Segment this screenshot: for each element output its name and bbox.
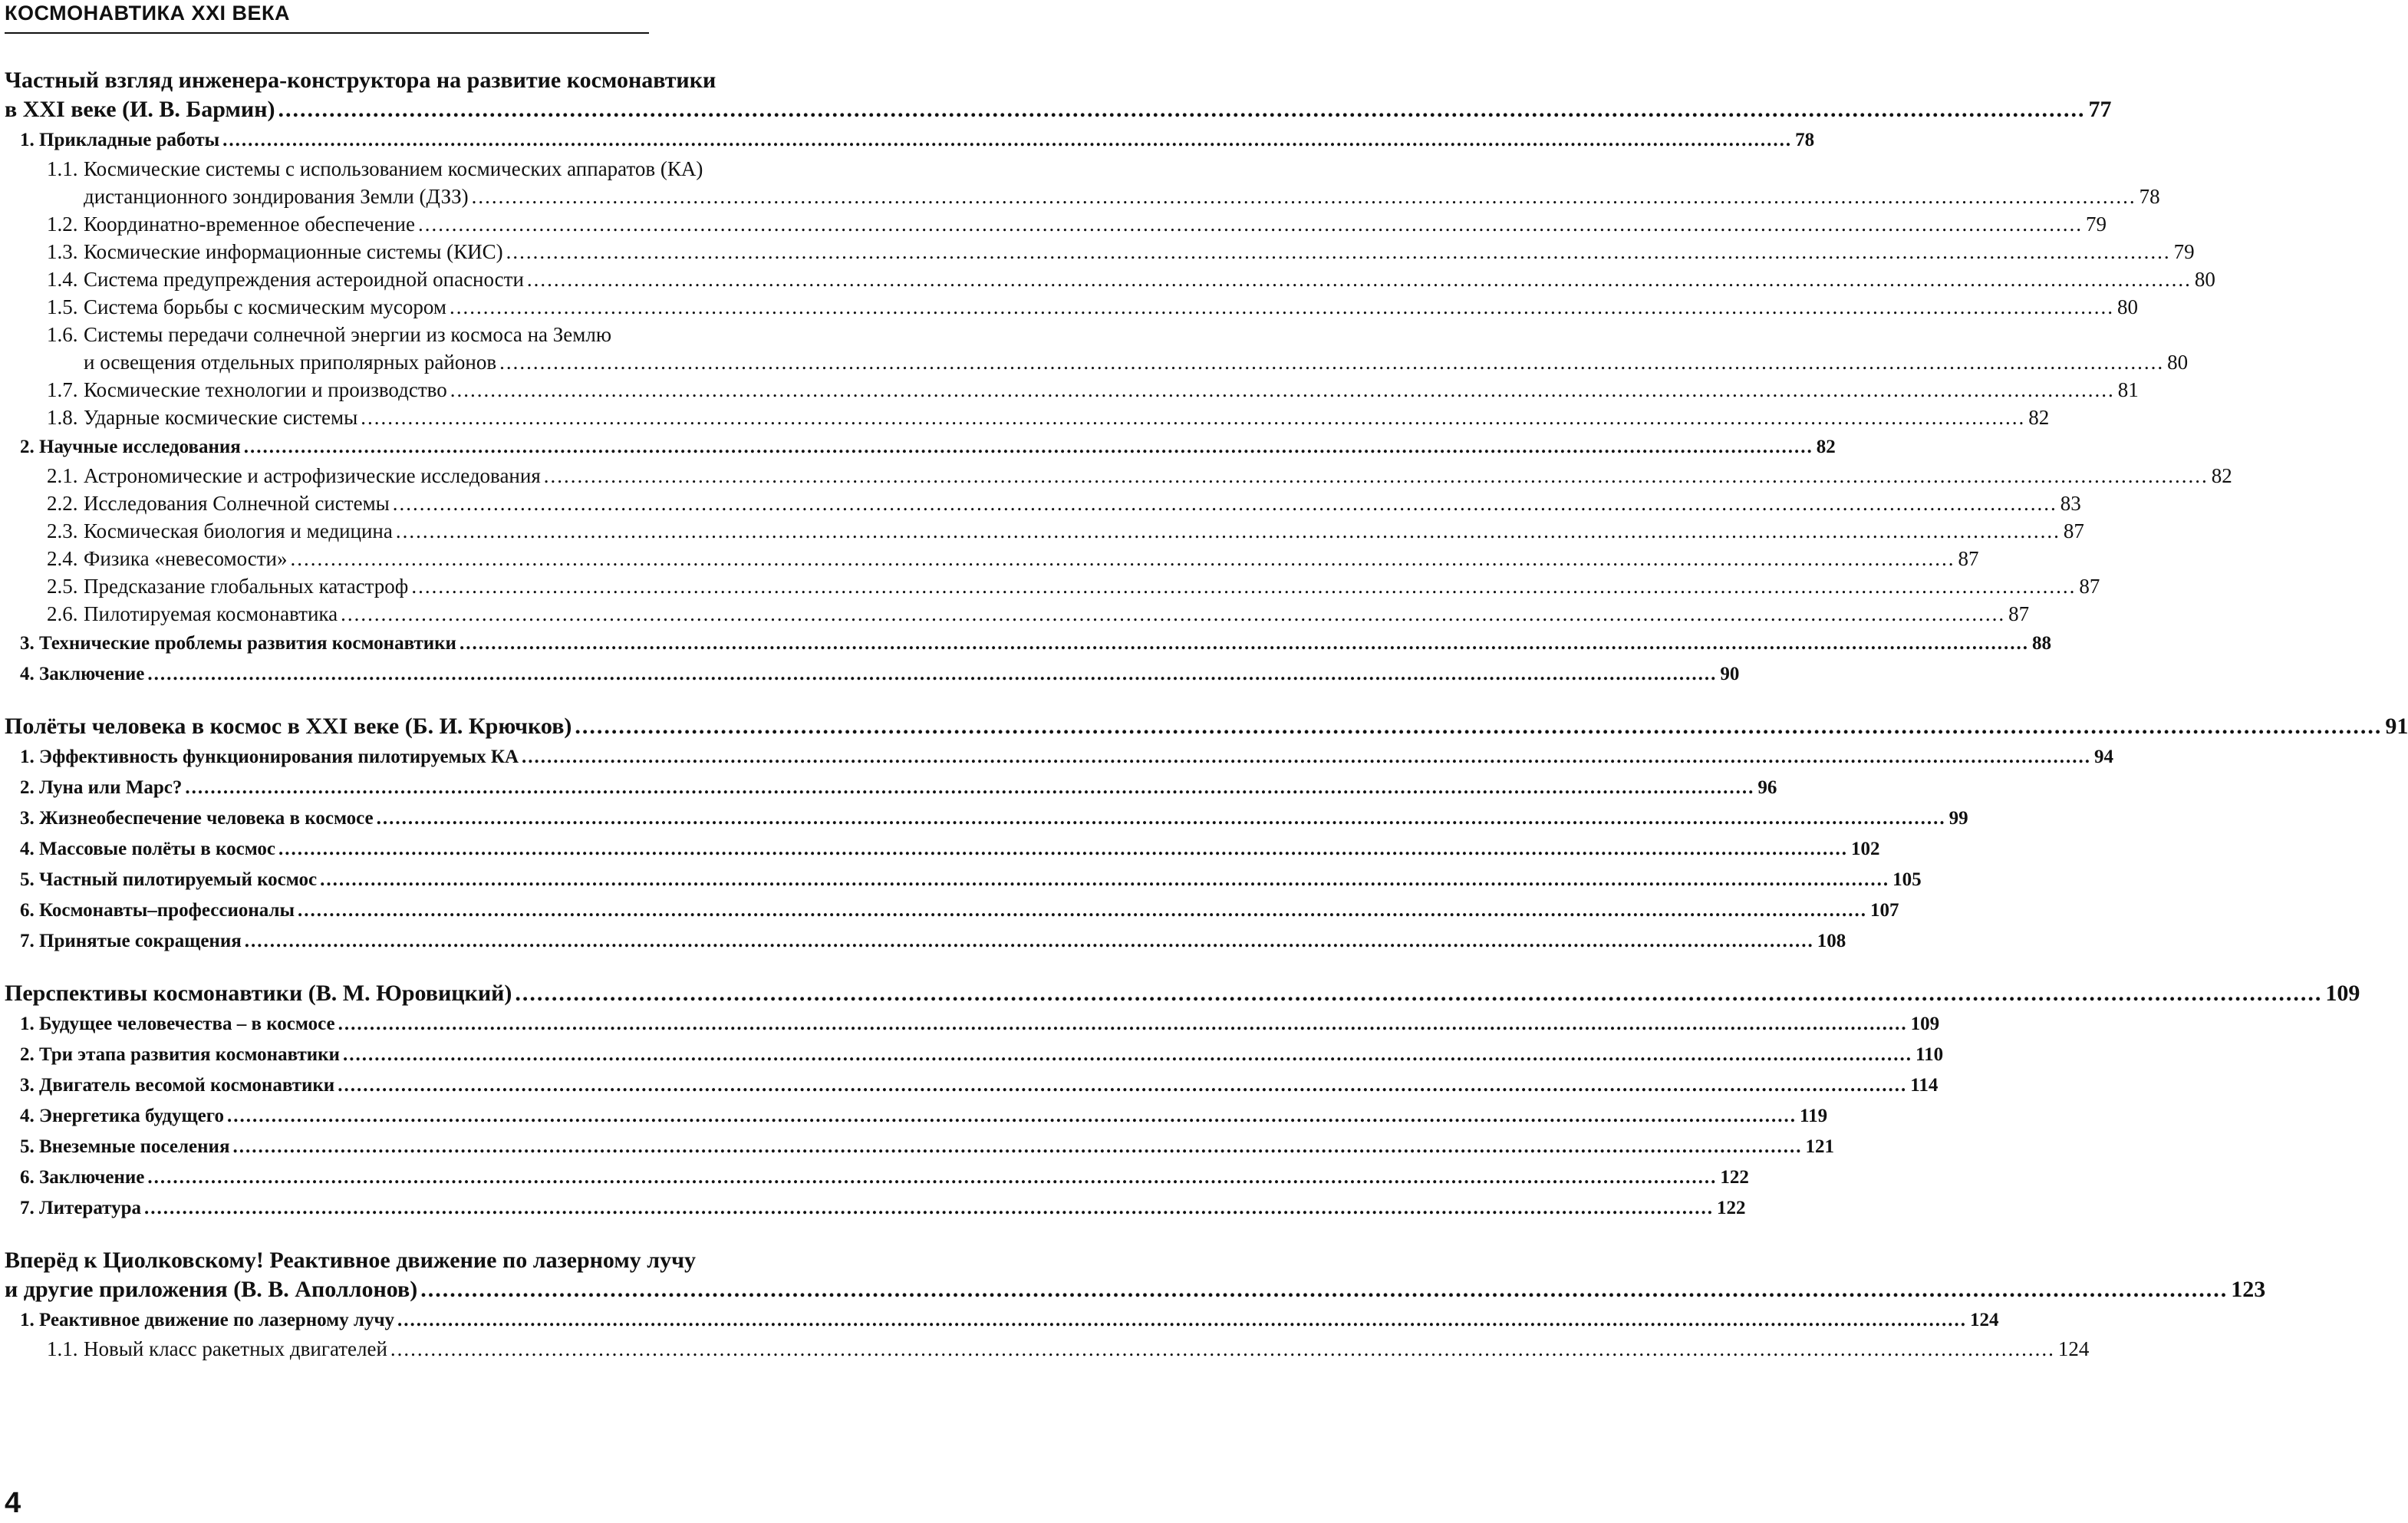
entry-number: 1.1. (47, 157, 78, 180)
dot-leader (343, 1040, 1912, 1070)
entry-page: 110 (1915, 1044, 1944, 1065)
entry-page: 119 (1800, 1106, 1828, 1126)
entry-label: 2. Три этапа развития космонавтики (20, 1044, 340, 1065)
entry-label: 3. Технические проблемы развития космонавтики (20, 633, 456, 654)
entry-page: 88 (2031, 633, 2051, 654)
entry-label: 1. Прикладные работы (20, 130, 220, 150)
entry-page: 122 (1720, 1167, 1749, 1188)
entry-page: 80 (2116, 295, 2138, 318)
entry-text (20, 1071, 334, 1100)
dot-leader (298, 896, 1867, 925)
entry-page: 87 (2079, 575, 2100, 598)
dot-leader (390, 1335, 2055, 1363)
entry-text (20, 865, 317, 895)
entry-number: 1.2. (47, 213, 78, 236)
entry-page: 123 (2231, 1277, 2266, 1302)
dot-leader (544, 462, 2209, 490)
entry-page: 79 (2173, 240, 2195, 263)
entry-page: 109 (2325, 981, 2360, 1006)
entry-page: 82 (1816, 437, 1836, 457)
subsection-entry (5, 490, 2081, 517)
section-entry (5, 804, 1968, 833)
entry-page: 90 (1720, 664, 1740, 684)
entry-text (20, 660, 144, 689)
entry-number: 1.7. (47, 378, 78, 401)
entry-text (47, 293, 446, 321)
dot-leader (515, 979, 2322, 1008)
entry-text (20, 1132, 229, 1162)
entry-text (47, 462, 541, 490)
entry-page: 81 (2117, 378, 2139, 401)
section-entry (5, 629, 2051, 658)
entry-label: Пилотируемая космонавтика (84, 602, 338, 625)
subsection-entry (5, 376, 2139, 404)
dot-leader (418, 210, 2083, 238)
part-spacer (5, 965, 914, 979)
section-entry (5, 1132, 1834, 1162)
entry-label: Космическая биология и медицина (84, 519, 393, 542)
entry-text (47, 517, 393, 545)
entry-text (20, 835, 275, 864)
entry-text (5, 712, 572, 741)
subsection-entry (5, 545, 1979, 572)
entry-text (84, 348, 496, 376)
subsection-entry (5, 238, 2195, 265)
section-entry (5, 773, 1777, 803)
entry-page: 77 (2088, 97, 2112, 122)
entry-page: 107 (1870, 900, 1899, 921)
entry-label: Космические технологии и производство (84, 378, 447, 401)
entry-text (47, 600, 338, 628)
entry-page: 79 (2085, 213, 2107, 236)
entry-page: 80 (2194, 268, 2215, 291)
subsection-entry (5, 600, 2030, 628)
dot-leader (278, 835, 1848, 864)
dot-leader (290, 545, 1955, 572)
entry-text (47, 545, 287, 572)
dot-leader (377, 804, 1946, 833)
section-entry (5, 1306, 1999, 1335)
entry-label: Космические системы с использованием космических аппаратов (КА) (84, 157, 703, 180)
entry-label: 1. Реактивное движение по лазерному лучу (20, 1310, 395, 1330)
entry-label: Система предупреждения астероидной опасности (84, 268, 524, 291)
toc-part (5, 979, 2360, 1223)
section-entry (5, 835, 1880, 864)
entry-page: 114 (1910, 1075, 1939, 1096)
dot-leader (522, 743, 2091, 772)
entry-label: Предсказание глобальных катастроф (84, 575, 409, 598)
entry-label: дистанционного зондирования Земли (ДЗЗ) (84, 185, 469, 208)
entry-number: 1.6. (47, 323, 78, 346)
entry-page: 124 (2057, 1337, 2090, 1360)
dot-leader (185, 773, 1754, 803)
entry-text (5, 1275, 417, 1304)
entry-label: 3. Двигатель весомой космонавтики (20, 1075, 335, 1096)
dot-leader (147, 1163, 1717, 1192)
entry-text (47, 572, 408, 600)
entry-label: 4. Заключение (20, 664, 145, 684)
subsection-entry-line (5, 321, 914, 348)
section-entry (5, 865, 1922, 895)
entry-label: 5. Внеземные поселения (20, 1136, 230, 1157)
entry-number: 1.8. (47, 406, 78, 429)
entry-text (20, 1306, 394, 1335)
entry-number: 2.4. (47, 547, 78, 570)
dot-leader (338, 1010, 1908, 1039)
entry-page: 124 (1970, 1310, 1999, 1330)
dot-leader (361, 404, 2025, 431)
entry-number: 1.5. (47, 295, 78, 318)
entry-page: 78 (2139, 185, 2160, 208)
entry-label: 4. Массовые полёты в космос (20, 839, 275, 859)
subsection-entry (5, 1335, 2090, 1363)
dot-leader (341, 600, 2005, 628)
dot-leader (245, 927, 1814, 956)
dot-leader (320, 865, 1889, 895)
entry-text (20, 927, 242, 956)
section-entry (5, 927, 1846, 956)
table-of-contents (5, 66, 2408, 1372)
dot-leader (411, 572, 2076, 600)
entry-label: 6. Космонавты–профессионалы (20, 900, 295, 921)
entry-text (84, 183, 469, 210)
entry-text (20, 1194, 141, 1223)
entry-label: 1. Будущее человечества – в космосе (20, 1014, 335, 1034)
page-number: 4 (5, 1487, 21, 1519)
entry-label: 1. Эффективность функционирования пилотируемых КА (20, 747, 519, 767)
section-entry (5, 1163, 1749, 1192)
dot-leader (420, 1275, 2228, 1304)
entry-text (20, 1040, 340, 1070)
entry-text (47, 238, 503, 265)
entry-text (20, 1010, 335, 1039)
entry-text (47, 265, 524, 293)
entry-label: Астрономические и астрофизические исследования (84, 464, 541, 487)
section-entry (5, 1010, 1940, 1039)
subsection-entry (5, 265, 2215, 293)
entry-label: 5. Частный пилотируемый космос (20, 869, 318, 890)
dot-leader (450, 293, 2114, 321)
dot-leader (147, 660, 1717, 689)
entry-page: 80 (2167, 351, 2189, 374)
section-entry (5, 1194, 1746, 1223)
entry-page: 121 (1805, 1136, 1834, 1157)
dot-leader (472, 183, 2136, 210)
entry-label: и другие приложения (В. В. Аполлонов) (5, 1277, 418, 1302)
subsection-entry (5, 572, 2100, 600)
section-entry (5, 433, 1836, 462)
dot-leader (527, 265, 2192, 293)
dot-leader (338, 1071, 1907, 1100)
entry-page: 82 (2211, 464, 2232, 487)
entry-number: 2.5. (47, 575, 78, 598)
entry-page: 94 (2094, 747, 2114, 767)
dot-leader (460, 629, 2029, 658)
entry-number: 1.1. (47, 1337, 78, 1360)
toc-part (5, 66, 2232, 689)
dot-leader (575, 712, 2382, 741)
entry-text (20, 126, 219, 155)
running-title: КОСМОНАВТИКА XXI ВЕКА (5, 2, 290, 25)
dot-leader (244, 433, 1813, 462)
section-entry (5, 743, 2114, 772)
subsection-entry (5, 293, 2138, 321)
entry-text (20, 433, 241, 462)
subsection-entry (5, 183, 2160, 210)
entry-label: Физика «невесомости» (84, 547, 288, 570)
entry-number: 1.4. (47, 268, 78, 291)
part-title (5, 979, 2360, 1008)
entry-text (47, 1335, 387, 1363)
entry-page: 105 (1892, 869, 1922, 890)
entry-text (5, 95, 275, 124)
entry-number: 2.3. (47, 519, 78, 542)
dot-leader (396, 517, 2060, 545)
entry-label: 2. Луна или Марс? (20, 777, 183, 798)
entry-text (47, 376, 447, 404)
entry-text (20, 629, 456, 658)
entry-label: 6. Заключение (20, 1167, 145, 1188)
entry-label: 4. Энергетика будущего (20, 1106, 224, 1126)
subsection-entry (5, 517, 2084, 545)
entry-page: 91 (2385, 714, 2408, 739)
entry-label: Перспективы космонавтики (В. М. Юровицкий) (5, 981, 512, 1006)
entry-page: 78 (1795, 130, 1815, 150)
entry-label: Новый класс ракетных двигателей (84, 1337, 387, 1360)
entry-label: Системы передачи солнечной энергии из космоса на Землю (84, 323, 612, 346)
dot-leader (450, 376, 2115, 404)
entry-text (47, 404, 357, 431)
entry-text (20, 1102, 224, 1131)
part-title (5, 1275, 2266, 1304)
entry-page: 83 (2060, 492, 2081, 515)
entry-label: Космические информационные системы (КИС) (84, 240, 503, 263)
dot-leader (278, 95, 2085, 124)
part-spacer (5, 698, 914, 712)
part-spacer (5, 1232, 914, 1246)
dot-leader (144, 1194, 1714, 1223)
entry-label: Система борьбы с космическим мусором (84, 295, 446, 318)
part-title-line: Частный взгляд инженера-конструктора на развитие космонавтики (5, 68, 716, 93)
entry-text (20, 804, 374, 833)
dot-leader (232, 1132, 1802, 1162)
section-entry (5, 1102, 1828, 1131)
dot-leader (393, 490, 2057, 517)
entry-text (5, 979, 512, 1008)
toc-part (5, 712, 2408, 956)
subsection-entry-line (5, 155, 914, 183)
entry-number: 2.1. (47, 464, 78, 487)
entry-label: Полёты человека в космос в XXI веке (Б. И. Крючков) (5, 714, 572, 739)
subsection-entry (5, 404, 2050, 431)
entry-text (47, 490, 390, 517)
section-entry (5, 126, 1815, 155)
entry-label: 7. Литература (20, 1198, 142, 1218)
entry-page: 102 (1851, 839, 1880, 859)
entry-label: и освещения отдельных приполярных районов (84, 351, 497, 374)
entry-page: 96 (1757, 777, 1777, 798)
entry-number: 1.3. (47, 240, 78, 263)
entry-text (47, 210, 415, 238)
entry-page: 108 (1817, 931, 1846, 951)
entry-label: Исследования Солнечной системы (84, 492, 390, 515)
section-entry (5, 896, 1899, 925)
entry-text (20, 896, 295, 925)
section-entry (5, 1040, 1944, 1070)
dot-leader (227, 1102, 1797, 1131)
dot-leader (222, 126, 1792, 155)
entry-label: Ударные космические системы (84, 406, 358, 429)
entry-label: в XXI веке (И. В. Бармин) (5, 97, 275, 122)
entry-page: 87 (1958, 547, 1979, 570)
section-entry (5, 660, 1740, 689)
entry-text (20, 773, 182, 803)
entry-number: 2.6. (47, 602, 78, 625)
entry-page: 122 (1717, 1198, 1746, 1218)
entry-label: Координатно-временное обеспечение (84, 213, 415, 236)
entry-page: 82 (2028, 406, 2050, 429)
part-title (5, 712, 2408, 741)
entry-page: 109 (1910, 1014, 1940, 1034)
part-title-line: Вперёд к Циолковскому! Реактивное движение по лазерному лучу (5, 1248, 697, 1273)
entry-number: 2.2. (47, 492, 78, 515)
entry-label: 7. Принятые сокращения (20, 931, 242, 951)
entry-page: 99 (1948, 808, 1968, 829)
subsection-entry (5, 348, 2189, 376)
dot-leader (506, 238, 2171, 265)
entry-label: 3. Жизнеобеспечение человека в космосе (20, 808, 374, 829)
toc-part (5, 1246, 2266, 1363)
entry-page: 87 (2063, 519, 2084, 542)
entry-page: 87 (2008, 602, 2030, 625)
entry-label: 2. Научные исследования (20, 437, 241, 457)
section-entry (5, 1071, 1939, 1100)
header-rule (5, 32, 649, 34)
part-title (5, 95, 2112, 124)
subsection-entry (5, 462, 2232, 490)
dot-leader (397, 1306, 1967, 1335)
entry-text (20, 743, 519, 772)
dot-leader (499, 348, 2164, 376)
subsection-entry (5, 210, 2107, 238)
entry-text (20, 1163, 144, 1192)
